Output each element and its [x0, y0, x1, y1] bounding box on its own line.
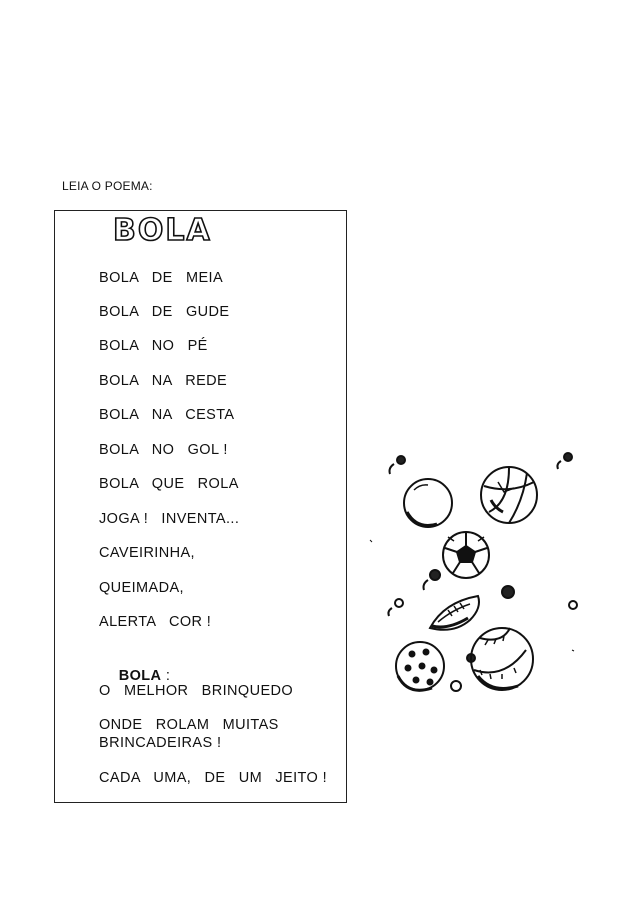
poem-line: CAVEIRINHA, [99, 545, 195, 561]
poem-line: BOLA DE GUDE [99, 304, 230, 320]
poem-line: BOLA NO PÉ [99, 338, 208, 354]
poem-box [54, 210, 347, 803]
marble-icon [390, 456, 406, 474]
dotted-ball-icon [396, 642, 444, 690]
instruction-text: LEIA O POEMA: [62, 179, 153, 193]
marble-icon [424, 570, 441, 590]
basketball-icon [481, 467, 537, 523]
poem-line: ALERTA COR ! [99, 614, 212, 630]
poem-line: ONDE ROLAM MUITAS [99, 717, 279, 733]
marble-icon [502, 586, 514, 598]
soccer-ball-icon [443, 532, 489, 578]
poem-line: BOLA QUE ROLA [99, 476, 239, 492]
poem-line: CADA UMA, DE UM JEITO ! [99, 770, 328, 786]
poem-line: BOLA DE MEIA [99, 270, 224, 286]
poem-line: JOGA ! INVENTA... [99, 511, 240, 527]
poem-line-bold: BOLA [118, 668, 162, 684]
ball-icon [404, 479, 452, 527]
marble-icon [569, 601, 577, 609]
football-icon [430, 596, 479, 630]
poem-line: BRINCADEIRAS ! [99, 735, 222, 751]
poem-line: BOLA NO GOL ! [99, 442, 228, 458]
poem-line: QUEIMADA, [99, 580, 184, 596]
poem-title: BOLA [113, 213, 212, 248]
poem-line: O MELHOR BRINQUEDO [99, 683, 294, 699]
marble-icon [451, 681, 461, 691]
baseball-icon [471, 628, 533, 690]
marble-icon [557, 453, 572, 469]
balls-illustration [368, 440, 588, 710]
marble-icon [388, 599, 403, 616]
poem-line: BOLA NA REDE [99, 373, 228, 389]
poem-line-rest: : [161, 668, 171, 684]
poem-line: BOLA NA CESTA [99, 407, 235, 423]
